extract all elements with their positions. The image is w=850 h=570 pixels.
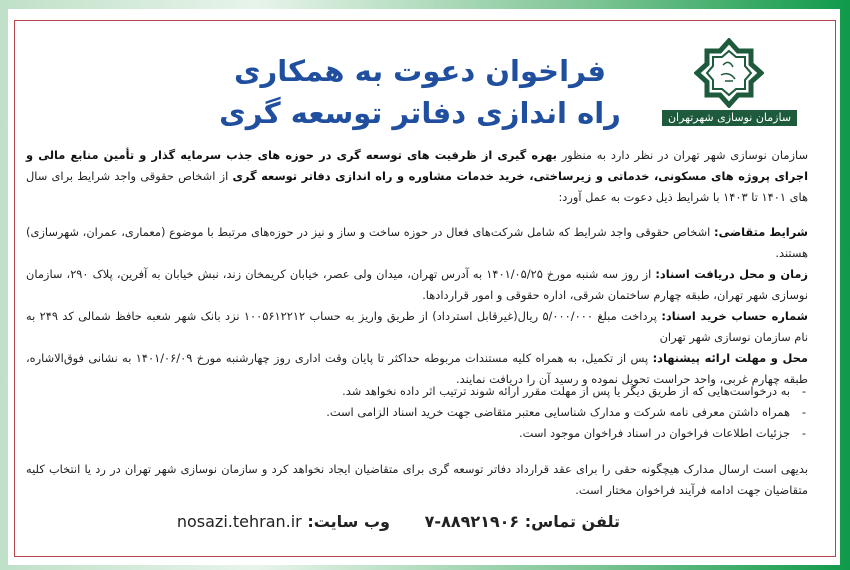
title-line-1: فراخوان دعوت به همکاری <box>233 54 607 88</box>
section-label: شرایط متقاضی: <box>714 225 808 239</box>
title-line-2: راه اندازی دفاتر توسعه گری <box>219 96 621 130</box>
section-text: از روز سه شنبه مورخ ۱۴۰۱/۰۵/۲۵ به آدرس تهران، میدان ولی عصر، خیابان کریمخان زند، نبش خیابان به آفرین، پلاک ۲۹۰، سازمان نوسازی شهر تهران، طبقه چهارم ساختمان شرقی، اداره حقوقی و امور قراردادها. <box>26 267 808 302</box>
organization-logo <box>662 38 797 128</box>
footer-contact <box>0 512 850 542</box>
intro-text-end: از اشخاص حقوقی واجد شرایط برای سال های ۱۴۰۱ تا ۱۴۰۳ با شرایط ذیل دعوت به عمل آورد: <box>26 169 808 204</box>
website-label: وب سایت: <box>301 512 390 531</box>
section-document-receipt <box>26 264 808 306</box>
notes-list <box>26 381 808 444</box>
disclaimer: بدیهی است ارسال مدارک هیچگونه حقی را برای عقد قرارداد دفاتر توسعه گری برای متقاضیان ایجاد نخواهد کرد و سازمان نوسازی شهر تهران در رد یا انتخاب کلیه متقاضیان جهت ادامه فرآیند فراخوان مختار است. <box>26 462 808 497</box>
page-title <box>120 50 720 134</box>
section-payment-account <box>26 306 808 348</box>
section-text: پرداخت مبلغ ۵/۰۰۰/۰۰۰ ریال(غیرقابل استرداد) از طریق واریز به حساب ۱۰۰۵۶۱۲۲۱۲ نزد بانک شهر شعبه حافظ شمالی کد ۲۴۹ به نام سازمان نوسازی شهر تهران <box>26 309 808 344</box>
note-item: - جزئیات اطلاعات فراخوان در اسناد فراخوان موجود است. <box>26 423 808 444</box>
note-item: - همراه داشتن معرفی نامه شرکت و مدارک شناسایی معتبر متقاضی جهت خرید اسناد الزامی است. <box>26 402 808 423</box>
section-applicant-conditions <box>26 222 808 264</box>
intro-text: سازمان نوسازی شهر تهران در نظر دارد به منظور <box>556 148 808 162</box>
section-text: اشخاص حقوقی واجد شرایط که شامل شرکت‌های فعال در حوزه ساخت و ساز و نیز در حوزه‌های مرتبط با موضوع (معماری، عمران، شهرسازی) هستند. <box>26 225 808 260</box>
intro-paragraph <box>26 145 808 208</box>
phone-label: تلفن تماس: <box>519 512 620 531</box>
conditions-section <box>26 222 808 390</box>
tehran-star-logo-icon <box>694 38 764 108</box>
note-item: - به درخواست‌هایی که از طریق دیگر یا پس از مهلت مقرر ارائه شوند ترتیب اثر داده نخواهد شد. <box>26 381 808 402</box>
contact-phone <box>425 512 620 531</box>
website-link[interactable]: nosazi.tehran.ir <box>176 512 302 531</box>
section-label: محل و مهلت ارائه پیشنهاد: <box>652 351 808 365</box>
section-label: شماره حساب خرید اسناد: <box>661 309 809 323</box>
logo-label: سازمان نوسازی شهرتهران <box>662 110 797 126</box>
intro-bold-text: بهره گیری از ظرفیت های توسعه گری در حوزه های جذب سرمایه گذار و تأمین منابع مالی و اجرای پروژه های مسکونی، خدماتی و زیرساختی، خرید خدمات مشاوره و راه اندازی دفاتر توسعه گری <box>26 148 808 183</box>
section-text: پس از تکمیل، به همراه کلیه مستندات مربوطه حداکثر تا پایان وقت اداری روز چهارشنبه مورخ ۱۴۰۱/۰۶/۰۹ به نشانی فوق‌الاشاره، طبقه چهارم غربی، واحد حراست تحویل نموده و رسید آن را دریافت نمایند. <box>26 351 808 386</box>
contact-website <box>177 512 390 531</box>
phone-number: ۸۸۹۲۱۹۰۶-۷ <box>424 512 520 531</box>
section-label: زمان و محل دریافت اسناد: <box>655 267 808 281</box>
